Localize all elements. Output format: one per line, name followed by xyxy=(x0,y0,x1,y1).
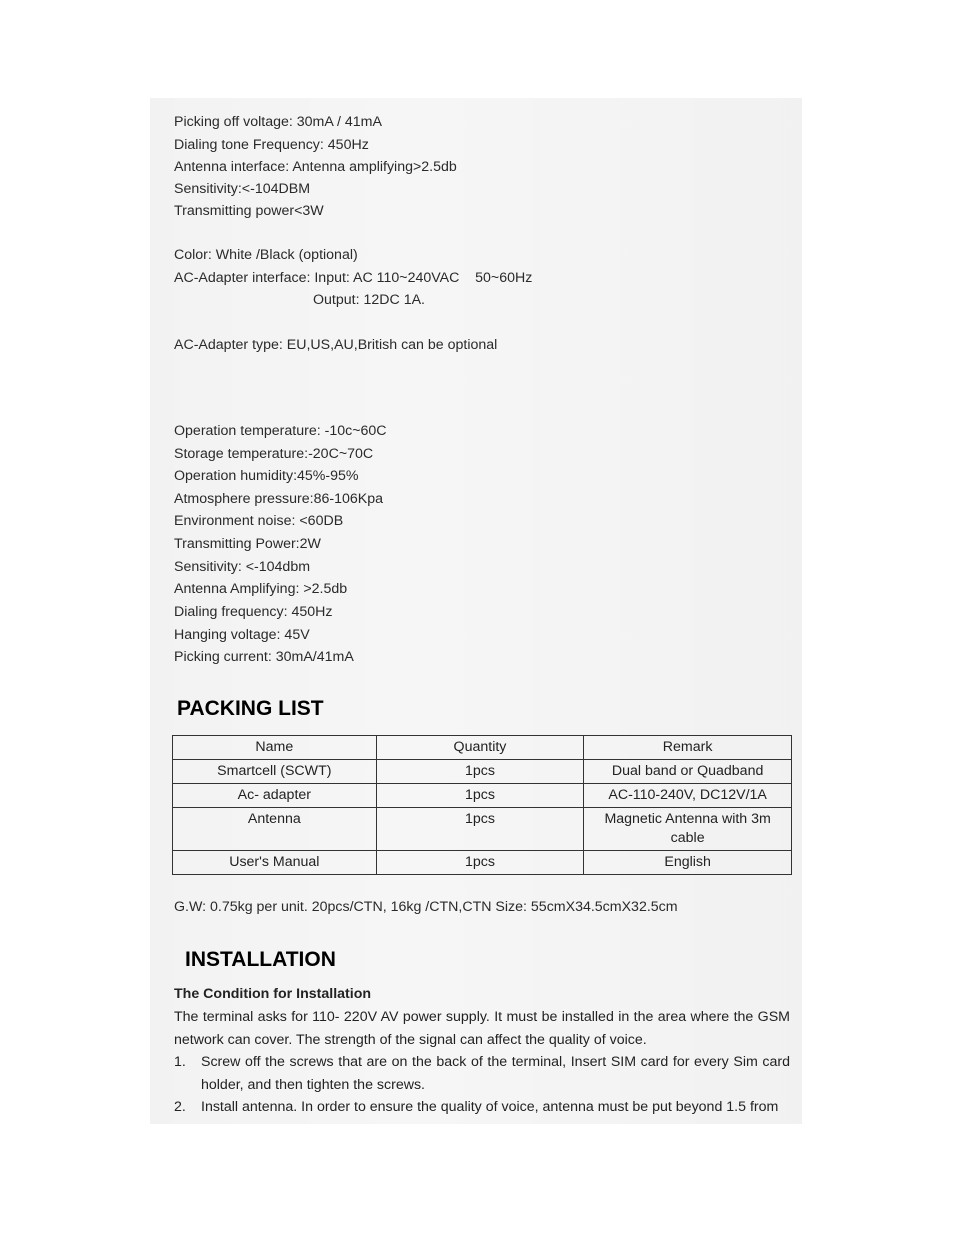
table-row xyxy=(173,808,792,851)
step-number: 1. xyxy=(174,1054,186,1070)
table-row xyxy=(173,851,792,875)
table-cell: 1pcs xyxy=(376,851,584,875)
spec-line: Transmitting Power:2W xyxy=(174,536,321,552)
table-cell: English xyxy=(584,851,792,875)
spec-line: Picking current: 30mA/41mA xyxy=(174,649,354,665)
table-cell: Magnetic Antenna with 3m cable xyxy=(584,808,792,851)
table-header-row xyxy=(173,736,792,760)
table-row xyxy=(173,760,792,784)
installation-step xyxy=(174,1051,790,1096)
column-header: Name xyxy=(173,736,377,760)
column-header: Remark xyxy=(584,736,792,760)
step-text: Screw off the screws that are on the back of the terminal, Insert SIM card for every Sim card holder, and then tighten the screws. xyxy=(201,1054,790,1093)
column-header: Quantity xyxy=(376,736,584,760)
table-cell: Antenna xyxy=(173,808,377,851)
packing-list-table xyxy=(172,735,792,875)
table-cell: User's Manual xyxy=(173,851,377,875)
table-cell: AC-110-240V, DC12V/1A xyxy=(584,784,792,808)
spec-adapter-interface: AC-Adapter interface: Input: AC 110~240VAC 50~60Hz xyxy=(174,270,533,286)
table-cell: 1pcs xyxy=(376,784,584,808)
spec-adapter-type: AC-Adapter type: EU,US,AU,British can be optional xyxy=(174,337,498,353)
installation-subtitle: The Condition for Installation xyxy=(174,986,372,1002)
spec-line: Sensitivity:<-104DBM xyxy=(174,181,311,197)
step-text: Install antenna. In order to ensure the quality of voice, antenna must be put beyond 1.5 from xyxy=(201,1099,779,1115)
table-cell: Dual band or Quadband xyxy=(584,760,792,784)
step-number: 2. xyxy=(174,1099,186,1115)
spec-line: Sensitivity: <-104dbm xyxy=(174,559,311,575)
installation-step xyxy=(174,1096,790,1119)
installation-intro: The terminal asks for 110- 220V AV power supply. It must be installed in the area where the GSM network can cover. The strength of the signal can affect the quality of voice. xyxy=(174,1009,790,1048)
spec-color: Color: White /Black (optional) xyxy=(174,247,358,263)
packing-list-heading: PACKING LIST xyxy=(177,697,324,720)
spec-line: Operation humidity:45%-95% xyxy=(174,468,359,484)
gross-weight-note: G.W: 0.75kg per unit. 20pcs/CTN, 16kg /CTN,CTN Size: 55cmX34.5cmX32.5cm xyxy=(174,899,678,915)
spec-line: Hanging voltage: 45V xyxy=(174,627,310,643)
table-row xyxy=(173,784,792,808)
spec-line: Antenna interface: Antenna amplifying>2.5db xyxy=(174,159,457,175)
spec-adapter-output: Output: 12DC 1A. xyxy=(313,292,425,308)
spec-line: Atmosphere pressure:86-106Kpa xyxy=(174,491,383,507)
spec-line: Operation temperature: -10c~60C xyxy=(174,423,387,439)
spec-line: Dialing frequency: 450Hz xyxy=(174,604,333,620)
table-cell: Ac- adapter xyxy=(173,784,377,808)
spec-line: Transmitting power<3W xyxy=(174,203,324,219)
spec-line: Picking off voltage: 30mA / 41mA xyxy=(174,114,382,130)
spec-line: Environment noise: <60DB xyxy=(174,513,344,529)
table-cell: 1pcs xyxy=(376,760,584,784)
table-cell: 1pcs xyxy=(376,808,584,851)
table-cell: Smartcell (SCWT) xyxy=(173,760,377,784)
spec-line: Dialing tone Frequency: 450Hz xyxy=(174,137,369,153)
spec-line: Storage temperature:-20C~70C xyxy=(174,446,374,462)
spec-line: Antenna Amplifying: >2.5db xyxy=(174,581,348,597)
installation-heading: INSTALLATION xyxy=(185,948,336,971)
